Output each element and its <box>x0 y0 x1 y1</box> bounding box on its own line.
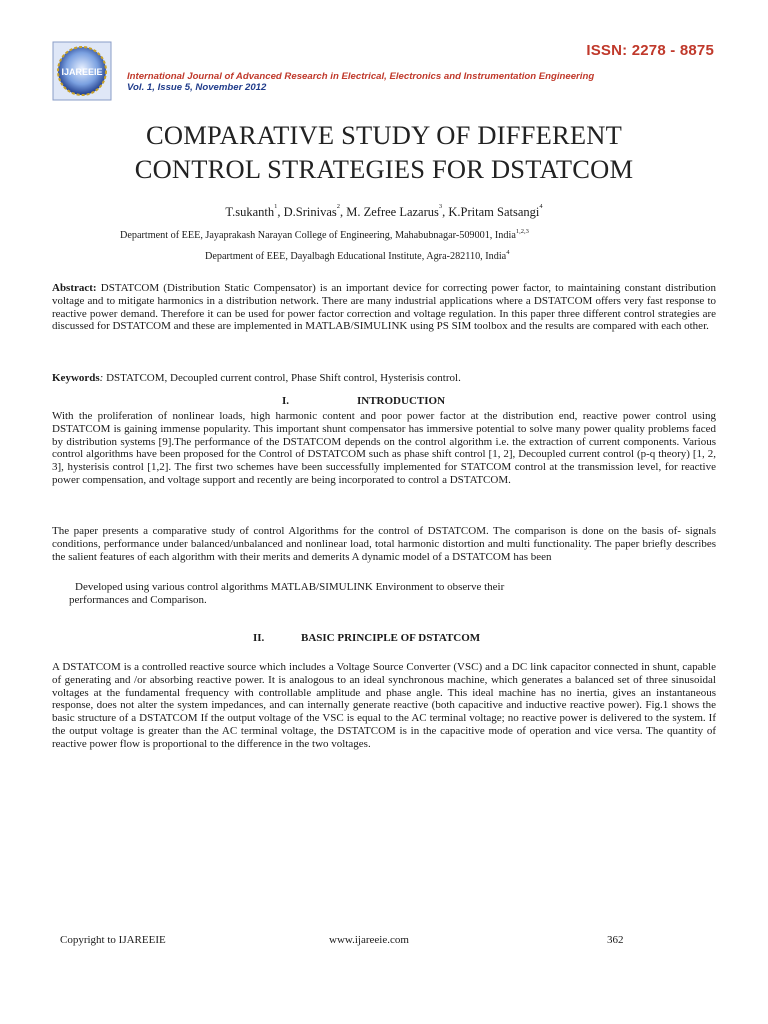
paper-title-line-2: CONTROL STRATEGIES FOR DSTATCOM <box>134 154 634 184</box>
section-2-number: II. <box>253 632 265 644</box>
issn-label: ISSN: 2278 - 8875 <box>586 42 714 59</box>
paper-title-line-1: COMPARATIVE STUDY OF DIFFERENT <box>146 120 622 150</box>
affiliation-2-sup: 4 <box>506 249 510 256</box>
footer-page-number: 362 <box>607 934 624 946</box>
introduction-indented-line-2: performances and Comparison. <box>69 594 207 606</box>
author-sup: 4 <box>539 203 543 210</box>
introduction-indented-line-1: Developed using various control algorithms MATLAB/SIMULINK Environment to observe their <box>75 581 505 593</box>
basic-principle-text: A DSTATCOM is a controlled reactive source which includes a Voltage Source Converter (VSC) and a DC link capacitor connected in shunt, capable of generating and /or absorbing reactive power. It is analogous to an ideal synchronous machine, which generates a balanced set of three sinusoidal voltages at the fundamental frequency with controllable amplitude and phase angle. This ideal machine has no inertia, gives an instantaneous response, does not alter the system impedances, and can internally generate reactive (both capacitive and inductive reactive power). Fig.1 shows the basic structure of a DSTATCOM If the output voltage of the VSC is equal to the AC terminal voltage; no reactive power is delivered to the system. If the output voltage is greater than the AC terminal voltage, the DSTATCOM is in the capacitive mode of operation and vice versa. The quantity of reactive power flow is proportional to the difference in the two voltages. <box>52 661 716 750</box>
logo-text: IJAREEIE <box>61 67 103 77</box>
journal-name: International Journal of Advanced Research in Electrical, Electronics and Instrumentation Engineering <box>127 71 595 82</box>
introduction-text: With the proliferation of nonlinear loads, high harmonic content and poor power factor at the distribution end, reactive power control using DSTATCOM is gaining immense popularity. This important shunt compensator has immersive potential to solve many power quality problems faced by distribution systems [9].The performance of the DSTATCOM depends on the control algorithm i.e. the extraction of current components. Various control algorithms have been proposed for the Control of DSTATCOM such as phase shift control [1, 2], Decoupled current control (p-q theory) [1, 2, 3], hysterisis control [1,2]. The first two schemes have been successfully implemented for STATCOM control at the transmission level, for reactive power compensation, and voltage support and recently are being incorporated to control a DSTATCOM. <box>52 410 716 486</box>
basic-principle-paragraph <box>52 661 716 751</box>
author-sup: 1 <box>274 203 278 210</box>
introduction-paragraph-2 <box>52 525 716 563</box>
section-1-heading: INTRODUCTION <box>357 395 446 407</box>
affiliation-2-text: Department of EEE, Dayalbagh Educational Institute, Agra-282110, India <box>205 251 507 262</box>
section-1-number: I. <box>282 395 290 407</box>
author-name: K.Pritam Satsangi <box>448 205 540 219</box>
author-separator: , <box>339 205 347 219</box>
abstract-label: Abstract: <box>52 282 97 294</box>
affiliation-1-text: Department of EEE, Jayaprakash Narayan College of Engineering, Mahabubnagar-509001, India <box>120 230 516 241</box>
footer-copyright: Copyright to IJAREEIE <box>60 934 166 946</box>
section-2-heading: BASIC PRINCIPLE OF DSTATCOM <box>301 632 481 644</box>
author-separator: , <box>277 205 284 219</box>
keywords-colon: : <box>99 372 104 384</box>
affiliation-1 <box>120 230 529 241</box>
affiliation-1-sup: 1,2,3 <box>515 228 529 235</box>
author-name: T.sukanth <box>225 205 275 219</box>
affiliation-2 <box>205 251 509 262</box>
author-name: D.Srinivas <box>283 205 337 219</box>
author-separator: , <box>442 205 449 219</box>
footer-website: www.ijareeie.com <box>329 934 409 946</box>
abstract-text: DSTATCOM (Distribution Static Compensator) is an important device for correcting power factor, to maintaining constant distribution voltage and to mitigate harmonics in a distribution network. There are many industrial applications where a DSTATCOM offers very fast response to reactive power demand. Therefore it can be used for power factor correction and voltage regulation. In this paper three different control strategies are discussed for DSTATCOM and these are implemented in MATLAB/SIMULINK using PS SIM toolbox and the results are compared with each other. <box>52 282 716 333</box>
author-sup: 2 <box>336 203 340 210</box>
keywords-label: Keywords <box>52 372 100 384</box>
keywords <box>52 372 716 385</box>
journal-volume: Vol. 1, Issue 5, November 2012 <box>127 82 267 93</box>
abstract <box>52 282 716 333</box>
author-sup: 3 <box>438 203 443 210</box>
author-name: M. Zefree Lazarus <box>346 205 439 219</box>
keywords-text: DSTATCOM, Decoupled current control, Phase Shift control, Hysterisis control. <box>103 372 461 384</box>
journal-logo <box>52 41 112 101</box>
introduction-text-2: The paper presents a comparative study of control Algorithms for the control of DSTATCOM. The comparison is done on the basis of- signals conditions, performance under balanced/unbalanced and nonlinear load, total harmonic distortion and multi functionality. The paper briefly describes the salient features of each algorithm with their merits and demerits A dynamic model of a DSTATCOM has been <box>52 525 716 563</box>
introduction-paragraph <box>52 410 716 487</box>
author-list <box>0 205 768 220</box>
